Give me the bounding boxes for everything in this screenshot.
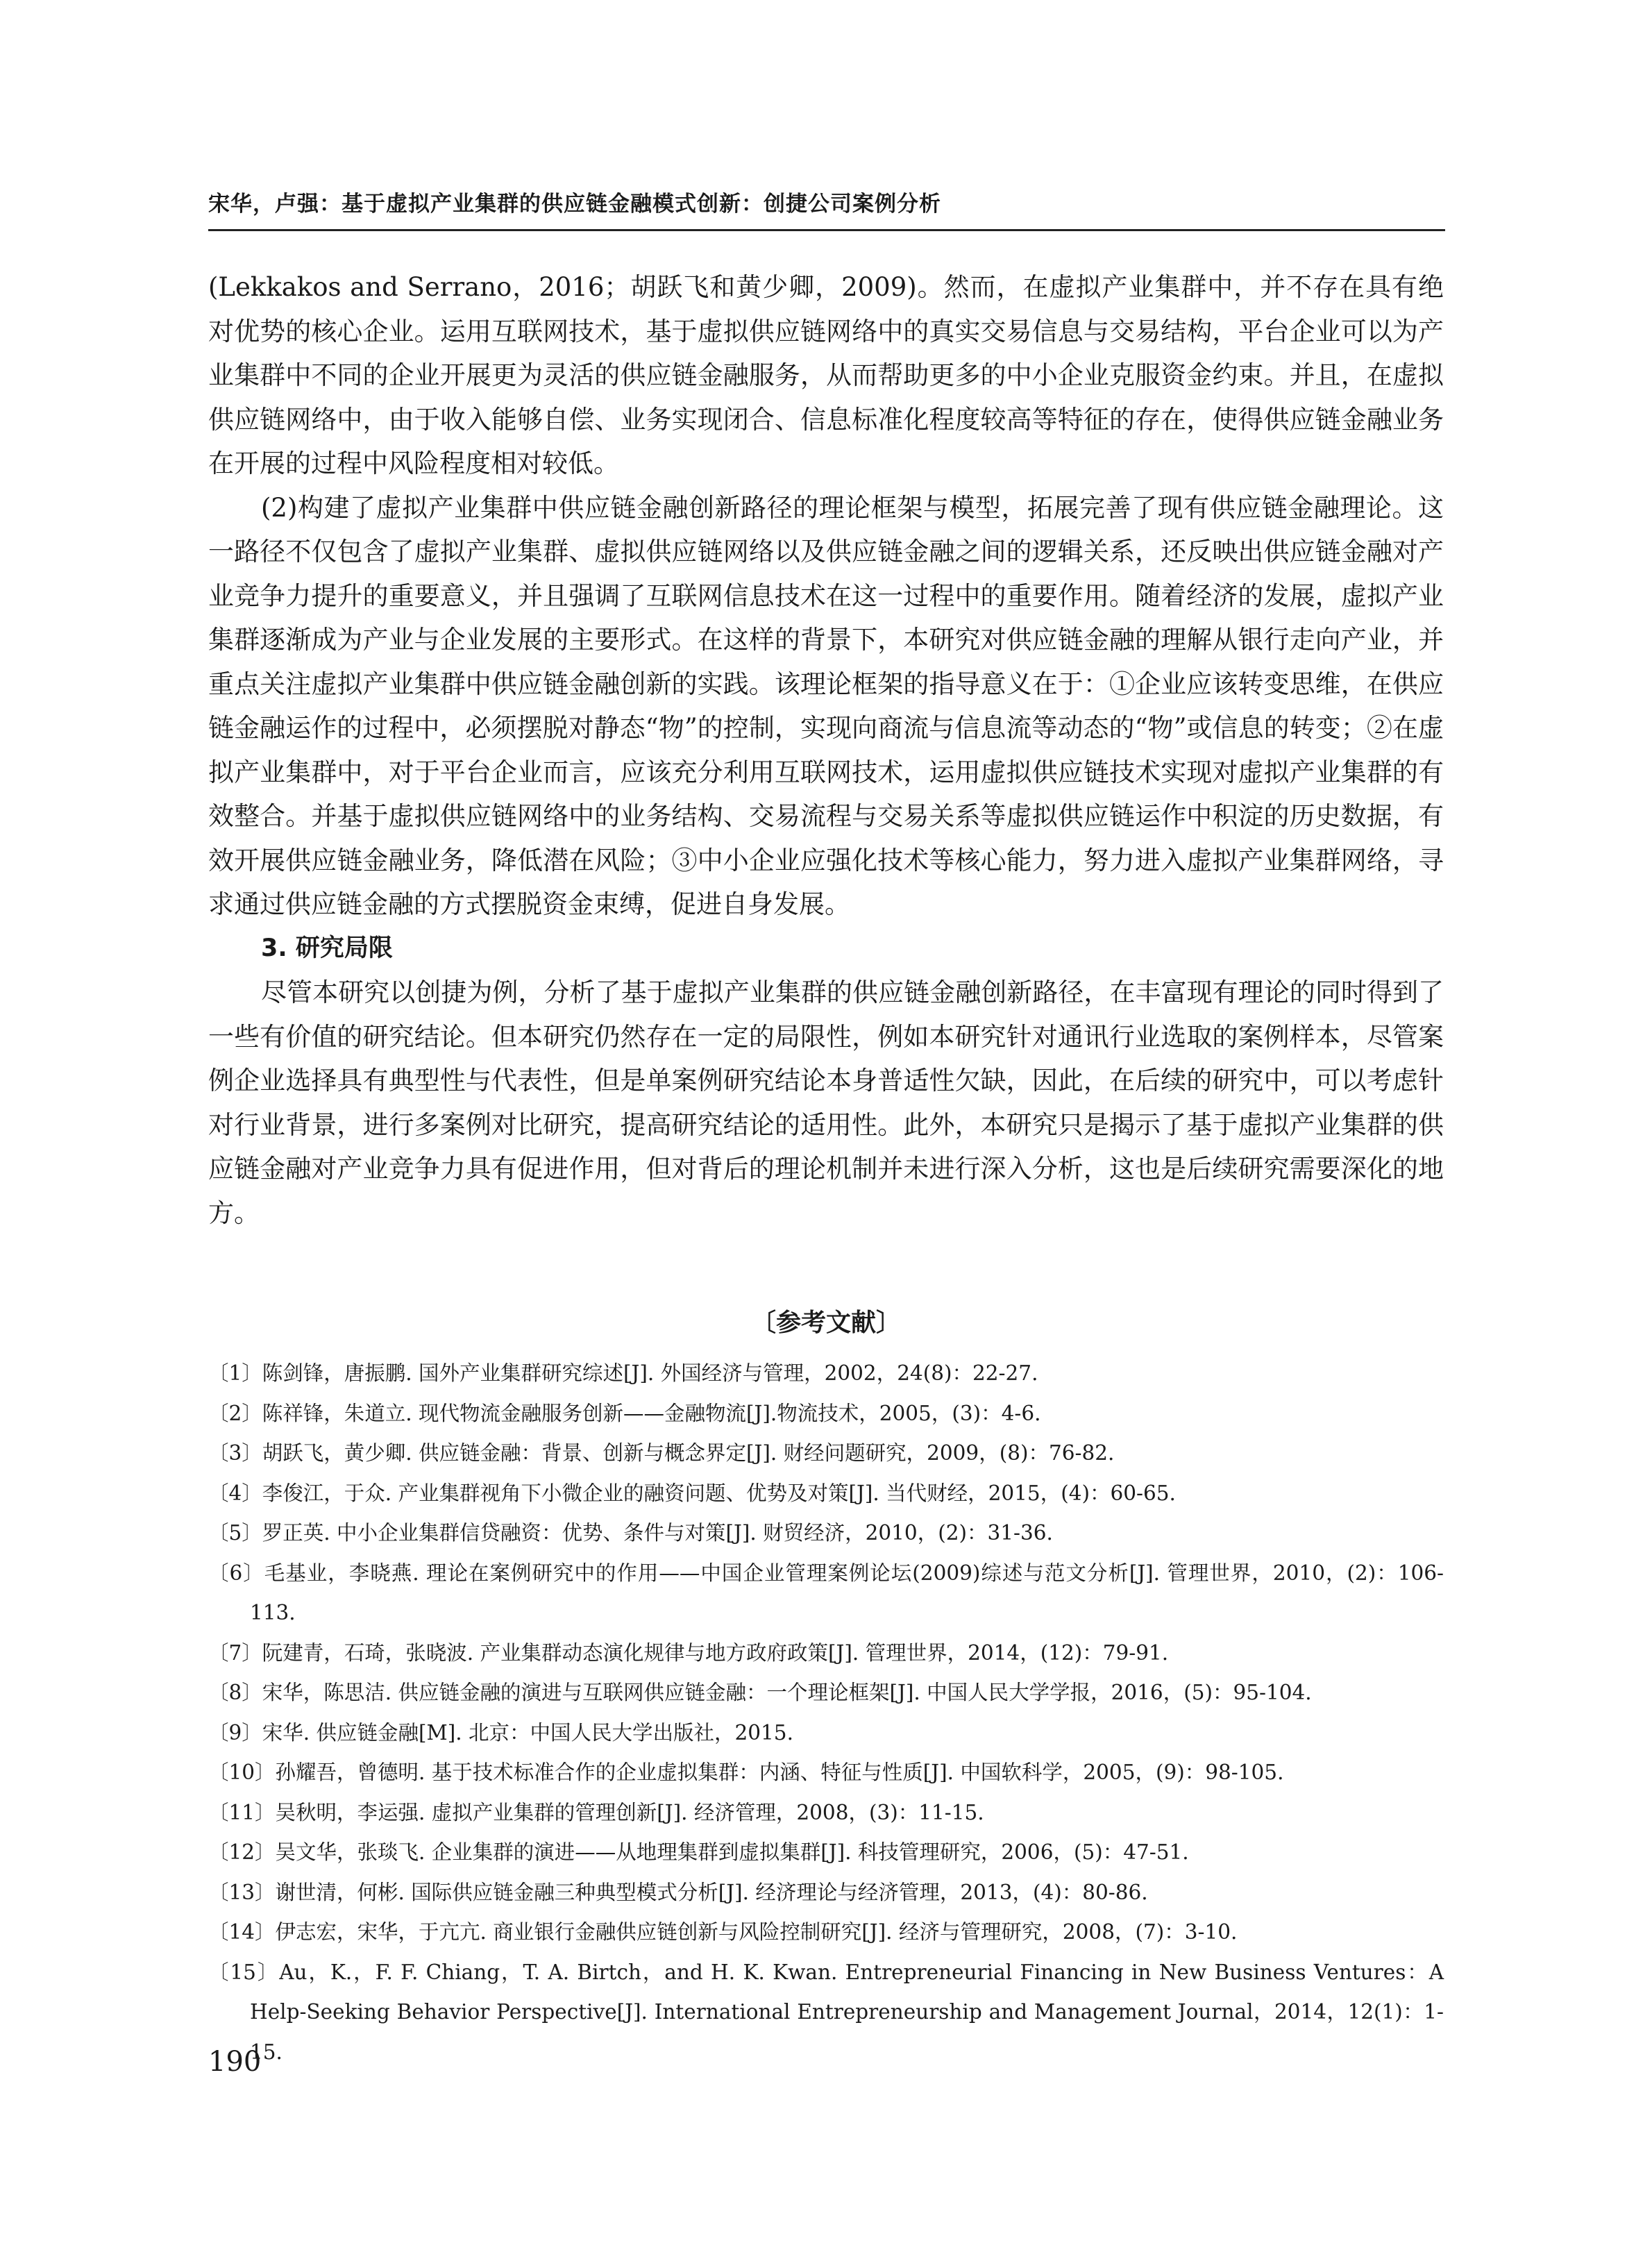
page-number: 190 — [208, 2046, 262, 2078]
reference-item: 〔7〕阮建青，石琦，张晓波. 产业集群动态演化规律与地方政府政策[J]. 管理世界，2014，(12)：79-91. — [208, 1640, 1169, 1665]
reference-item: 〔1〕陈剑锋，唐振鹏. 国外产业集群研究综述[J]. 外国经济与管理，2002，24(8)：22-27. — [208, 1361, 1038, 1385]
reference-item: 〔8〕宋华，陈思洁. 供应链金融的演进与互联网供应链金融：一个理论框架[J]. 中国人民大学学报，2016，(5)：95-104. — [208, 1681, 1312, 1704]
body-paragraph: 尽管本研究以创捷为例，分析了基于虚拟产业集群的供应链金融创新路径，在丰富现有理论的同时得到了一些有价值的研究结论。但本研究仍然存在一定的局限性，例如本研究针对通讯行业选取的案例样本，尽管案例企业选择具有典型性与代表性，但是单案例研究结论本身普适性欠缺，因此，在后续的研究中，可以考虑针对行业背景，进行多案例对比研究，提高研究结论的适用性。此外，本研究只是揭示了基于虚拟产业集群的供应链金融对产业竞争力具有促进作用，但对背后的理论机制并未进行深入分析，这也是后续研究需要深化的地方。 — [208, 977, 1444, 1228]
body-text — [208, 265, 1444, 1235]
reference-item: 〔14〕伊志宏，宋华，于亢亢. 商业银行金融供应链创新与风险控制研究[J]. 经济与管理研究，2008，(7)：3-10. — [208, 1920, 1238, 1944]
reference-item: 〔4〕李俊江，于众. 产业集群视角下小微企业的融资问题、优势及对策[J]. 当代财经，2015，(4)：60-65. — [208, 1481, 1176, 1505]
reference-list — [208, 1354, 1444, 2072]
reference-item: 〔13〕谢世清，何彬. 国际供应链金融三种典型模式分析[J]. 经济理论与经济管理，2013，(4)：80-86. — [208, 1880, 1148, 1904]
running-header: 宋华，卢强：基于虚拟产业集群的供应链金融模式创新：创捷公司案例分析 — [208, 192, 941, 217]
reference-item: 〔15〕Au，K.，F. F. Chiang，T. A. Birtch，and H. K. Kwan. Entrepreneurial Financing in New Business Ventures：A Help-Seeking Behavior Perspective[J]. International Entrepreneurship and Management Journal，2014，12(1)：1-15. — [208, 1960, 1444, 2064]
reference-item: 〔11〕吴秋明，李运强. 虚拟产业集群的管理创新[J]. 经济管理，2008，(3)：11-15. — [208, 1800, 984, 1824]
body-paragraph: (2)构建了虚拟产业集群中供应链金融创新路径的理论框架与模型，拓展完善了现有供应链金融理论。这一路径不仅包含了虚拟产业集群、虚拟供应链网络以及供应链金融之间的逻辑关系，还反映出供应链金融对产业竞争力提升的重要意义，并且强调了互联网信息技术在这一过程中的重要作用。随着经济的发展，虚拟产业集群逐渐成为产业与企业发展的主要形式。在这样的背景下，本研究对供应链金融的理解从银行走向产业，并重点关注虚拟产业集群中供应链金融创新的实践。该理论框架的指导意义在于：①企业应该转变思维，在供应链金融运作的过程中，必须摆脱对静态“物”的控制，实现向商流与信息流等动态的“物”或信息的转变；②在虚拟产业集群中，对于平台企业而言，应该充分利用互联网技术，运用虚拟供应链技术实现对虚拟产业集群的有效整合。并基于虚拟供应链网络中的业务结构、交易流程与交易关系等虚拟供应链运作中积淀的历史数据，有效开展供应链金融业务，降低潜在风险；③中小企业应强化技术等核心能力，努力进入虚拟产业集群网络，寻求通过供应链金融的方式摆脱资金束缚，促进自身发展。 — [208, 492, 1444, 919]
section-heading: 3. 研究局限 — [261, 934, 393, 962]
reference-item: 〔5〕罗正英. 中小企业集群信贷融资：优势、条件与对策[J]. 财贸经济，2010，(2)：31-36. — [208, 1521, 1053, 1545]
body-paragraph: (Lekkakos and Serrano，2016；胡跃飞和黄少卿，2009)。然而，在虚拟产业集群中，并不存在具有绝对优势的核心企业。运用互联网技术，基于虚拟供应链网络中的真实交易信息与交易结构，平台企业可以为产业集群中不同的企业开展更为灵活的供应链金融服务，从而帮助更多的中小企业克服资金约束。并且，在虚拟供应链网络中，由于收入能够自偿、业务实现闭合、信息标准化程度较高等特征的存在，使得供应链金融业务在开展的过程中风险程度相对较低。 — [208, 272, 1444, 478]
references-heading: 〔参考文献〕 — [750, 1309, 901, 1337]
reference-item: 〔9〕宋华. 供应链金融[M]. 北京：中国人民大学出版社，2015. — [208, 1720, 793, 1745]
reference-item: 〔2〕陈祥锋，朱道立. 现代物流金融服务创新——金融物流[J].物流技术，2005，(3)：4-6. — [208, 1401, 1041, 1425]
reference-item: 〔12〕吴文华，张琰飞. 企业集群的演进——从地理集群到虚拟集群[J]. 科技管理研究，2006，(5)：47-51. — [208, 1840, 1189, 1864]
header-rule — [208, 229, 1445, 231]
reference-item: 〔6〕毛基业，李晓燕. 理论在案例研究中的作用——中国企业管理案例论坛(2009)综述与范文分析[J]. 管理世界，2010，(2)：106-113. — [208, 1561, 1444, 1624]
reference-item: 〔10〕孙耀吾，曾德明. 基于技术标准合作的企业虚拟集群：内涵、特征与性质[J]. 中国软科学，2005，(9)：98-105. — [208, 1761, 1284, 1784]
reference-item: 〔3〕胡跃飞，黄少卿. 供应链金融：背景、创新与概念界定[J]. 财经问题研究，2009，(8)：76-82. — [208, 1441, 1115, 1465]
